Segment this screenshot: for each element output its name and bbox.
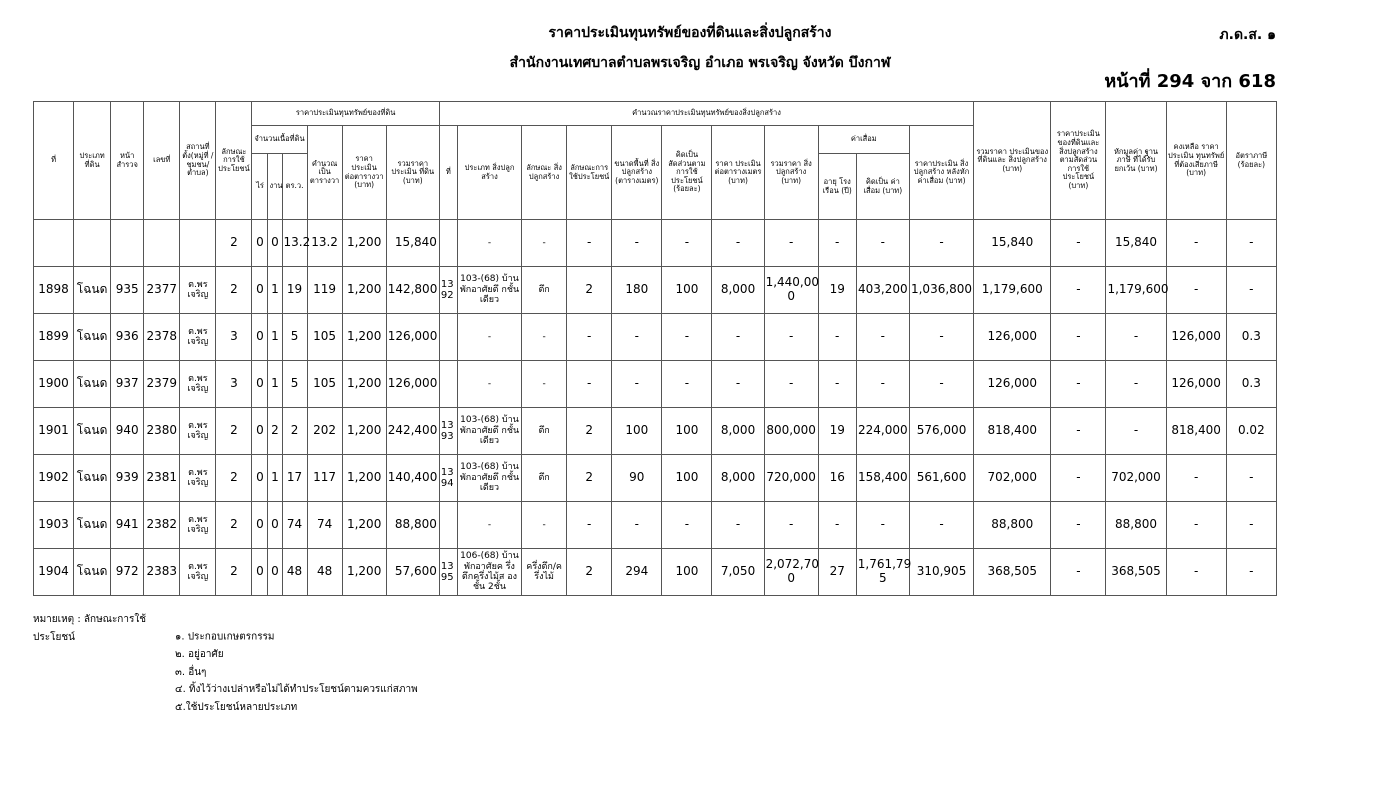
cell-rai: 0 — [252, 408, 268, 455]
cell-ngan: 1 — [268, 455, 282, 502]
cell-location: ต.พร เจริญ — [180, 408, 216, 455]
col-taxable: คงเหลือ ราคาประเมิน ทุนทรัพย์ ที่ต้องเสียภาษี (บาท) — [1166, 102, 1226, 220]
col-building-age: อายุ โรงเรือน (ปี) — [818, 154, 856, 220]
cell-grand-total: 818,400 — [974, 408, 1051, 455]
cell-b-age: - — [818, 314, 856, 361]
cell-taxable: 126,000 — [1166, 361, 1226, 408]
cell-b-dep: 403,200 — [856, 267, 909, 314]
table-row — [34, 267, 1277, 314]
cell-survey-page — [111, 220, 144, 267]
cell-land-type: โฉนด — [74, 267, 111, 314]
col-price-per-wa: ราคา ประเมิน ต่อตารางวา (บาท) — [342, 126, 386, 220]
cell-b-dep: 224,000 — [856, 408, 909, 455]
group-land-value: ราคาประเมินทุนทรัพย์ของที่ดิน — [252, 102, 439, 126]
cell-b-style: - — [522, 361, 567, 408]
cell-b-ratio: 100 — [662, 408, 712, 455]
col-survey-page: หน้า สำรวจ — [111, 102, 144, 220]
col-usage: ลักษณะ การใช้ ประโยชน์ — [216, 102, 252, 220]
notes-label: หมายเหตุ : ลักษณะการใช้ประโยชน์ — [33, 614, 147, 643]
cell-b-type: 106-(68) บ้านพักอาศัยค รึ่งตึกครึ่งไม้ส องชั้น 2ชั้น — [457, 549, 521, 596]
col-location: สถานที่ ตั้ง(หมู่ที่ /ชุมชน/ ตำบล) — [180, 102, 216, 220]
cell-wa: 19 — [282, 267, 307, 314]
cell-grand-total: 88,800 — [974, 502, 1051, 549]
cell-no — [34, 220, 74, 267]
cell-b-usage: 2 — [567, 455, 612, 502]
note-item: ๔. ทิ้งไว้ว่างเปล่าหรือไม่ได้ทำประโยชน์ตามควรแก่สภาพ — [175, 684, 418, 695]
table-row — [34, 502, 1277, 549]
cell-b-ratio: - — [662, 502, 712, 549]
cell-taxable: - — [1166, 220, 1226, 267]
cell-total-wa: 119 — [307, 267, 342, 314]
cell-b-style: - — [522, 314, 567, 361]
cell-usage: 3 — [216, 314, 252, 361]
cell-b-type: 103-(68) บ้านพักอาศัยตึ กชั้นเดียว — [457, 267, 521, 314]
cell-tax-rate: 0.02 — [1226, 408, 1276, 455]
col-wa: ตร.ว. — [282, 154, 307, 220]
cell-price-per-wa: 1,200 — [342, 502, 386, 549]
cell-total-wa: 202 — [307, 408, 342, 455]
cell-survey-page: 936 — [111, 314, 144, 361]
col-building-area: ขนาดพื้นที่ สิ่งปลูกสร้าง (ตารางเมตร) — [612, 126, 662, 220]
cell-b-type: - — [457, 361, 521, 408]
cell-b-no — [439, 361, 457, 408]
cell-total-wa: 48 — [307, 549, 342, 596]
cell-price-per-wa: 1,200 — [342, 408, 386, 455]
cell-taxable: - — [1166, 267, 1226, 314]
page-indicator: หน้าที่ 294 จาก 618 — [1104, 71, 1276, 92]
cell-b-ratio: 100 — [662, 455, 712, 502]
cell-ratio-value: - — [1051, 220, 1106, 267]
cell-land-total: 88,800 — [386, 502, 439, 549]
cell-wa: 5 — [282, 314, 307, 361]
cell-location: ต.พร เจริญ — [180, 502, 216, 549]
cell-b-ratio: - — [662, 314, 712, 361]
cell-number: 2379 — [144, 361, 180, 408]
cell-b-total: - — [764, 314, 818, 361]
cell-land-type: โฉนด — [74, 361, 111, 408]
cell-b-no: 13 94 — [439, 455, 457, 502]
table-row — [34, 549, 1277, 596]
cell-b-price-sqm: 8,000 — [712, 408, 764, 455]
cell-price-per-wa: 1,200 — [342, 267, 386, 314]
assessment-table — [33, 101, 1277, 596]
cell-number: 2377 — [144, 267, 180, 314]
note-item: ๒. อยู่อาศัย — [175, 649, 224, 660]
cell-b-area: 294 — [612, 549, 662, 596]
cell-b-area: - — [612, 314, 662, 361]
col-building-dep: คิดเป็น ค่าเสื่อม (บาท) — [856, 154, 909, 220]
cell-b-type: - — [457, 502, 521, 549]
cell-b-ratio: 100 — [662, 549, 712, 596]
cell-ratio-value: - — [1051, 408, 1106, 455]
cell-b-usage: 2 — [567, 267, 612, 314]
cell-rai: 0 — [252, 267, 268, 314]
cell-tax-rate: - — [1226, 549, 1276, 596]
cell-b-usage: 2 — [567, 549, 612, 596]
cell-b-type: - — [457, 220, 521, 267]
cell-usage: 2 — [216, 549, 252, 596]
note-item: ๕.ใช้ประโยชน์หลายประเภท — [175, 701, 298, 713]
cell-exempt: 88,800 — [1106, 502, 1166, 549]
cell-no: 1902 — [34, 455, 74, 502]
cell-grand-total: 126,000 — [974, 314, 1051, 361]
cell-b-dep: - — [856, 361, 909, 408]
cell-taxable: - — [1166, 455, 1226, 502]
cell-price-per-wa: 1,200 — [342, 314, 386, 361]
cell-exempt: - — [1106, 361, 1166, 408]
cell-b-usage: - — [567, 220, 612, 267]
col-ratio-value: ราคาประเมิน ของที่ดินและ สิ่งปลูกสร้าง ตามสัดส่วน การใช้ประโยชน์ (บาท) — [1051, 102, 1106, 220]
cell-usage: 2 — [216, 502, 252, 549]
cell-b-age: - — [818, 361, 856, 408]
col-building-total: รวมราคา สิ่งปลูกสร้าง (บาท) — [764, 126, 818, 220]
cell-ratio-value: - — [1051, 361, 1106, 408]
notes-section — [33, 611, 418, 716]
cell-survey-page: 939 — [111, 455, 144, 502]
cell-grand-total: 126,000 — [974, 361, 1051, 408]
cell-ratio-value: - — [1051, 314, 1106, 361]
cell-usage: 2 — [216, 408, 252, 455]
cell-b-style: ตึก — [522, 408, 567, 455]
cell-b-style: - — [522, 220, 567, 267]
cell-b-type: - — [457, 314, 521, 361]
cell-b-type: 103-(68) บ้านพักอาศัยตึ กชั้นเดียว — [457, 408, 521, 455]
document-title: ราคาประเมินทุนทรัพย์ของที่ดินและสิ่งปลูกสร้าง — [548, 25, 832, 41]
cell-b-ratio: 100 — [662, 267, 712, 314]
cell-price-per-wa: 1,200 — [342, 361, 386, 408]
col-grand-total: รวมราคา ประเมินของ ที่ดินและ สิ่งปลูกสร้าง (บาท) — [974, 102, 1051, 220]
cell-b-after-dep: 310,905 — [909, 549, 973, 596]
cell-b-after-dep: - — [909, 361, 973, 408]
cell-total-wa: 117 — [307, 455, 342, 502]
cell-exempt: 15,840 — [1106, 220, 1166, 267]
cell-b-price-sqm: - — [712, 220, 764, 267]
cell-land-total: 126,000 — [386, 361, 439, 408]
cell-ngan: 0 — [268, 220, 282, 267]
cell-land-type: โฉนด — [74, 549, 111, 596]
cell-b-dep: 1,761,79 5 — [856, 549, 909, 596]
cell-usage: 2 — [216, 220, 252, 267]
cell-tax-rate: - — [1226, 220, 1276, 267]
cell-b-area: 90 — [612, 455, 662, 502]
cell-location: ต.พร เจริญ — [180, 314, 216, 361]
col-no: ที่ — [34, 102, 74, 220]
cell-wa: 5 — [282, 361, 307, 408]
cell-number — [144, 220, 180, 267]
cell-b-age: 19 — [818, 267, 856, 314]
cell-taxable: - — [1166, 549, 1226, 596]
cell-taxable: 818,400 — [1166, 408, 1226, 455]
cell-land-total: 140,400 — [386, 455, 439, 502]
col-building-type: ประเภท สิ่งปลูกสร้าง — [457, 126, 521, 220]
col-building-usage: ลักษณะการ ใช้ประโยชน์ — [567, 126, 612, 220]
cell-land-type: โฉนด — [74, 455, 111, 502]
cell-exempt: - — [1106, 314, 1166, 361]
col-tax-rate: อัตราภาษี (ร้อยละ) — [1226, 102, 1276, 220]
cell-land-type: โฉนด — [74, 502, 111, 549]
cell-b-age: 27 — [818, 549, 856, 596]
table-row — [34, 455, 1277, 502]
cell-ngan: 0 — [268, 502, 282, 549]
cell-b-dep: - — [856, 314, 909, 361]
cell-total-wa: 105 — [307, 361, 342, 408]
cell-b-usage: - — [567, 361, 612, 408]
cell-rai: 0 — [252, 549, 268, 596]
cell-usage: 3 — [216, 361, 252, 408]
cell-land-type: โฉนด — [74, 314, 111, 361]
cell-total-wa: 105 — [307, 314, 342, 361]
cell-no: 1898 — [34, 267, 74, 314]
cell-ngan: 1 — [268, 361, 282, 408]
table-row — [34, 220, 1277, 267]
cell-b-price-sqm: 7,050 — [712, 549, 764, 596]
cell-b-style: ตึก — [522, 455, 567, 502]
cell-no: 1900 — [34, 361, 74, 408]
cell-ngan: 1 — [268, 267, 282, 314]
cell-land-total: 126,000 — [386, 314, 439, 361]
cell-b-price-sqm: - — [712, 502, 764, 549]
cell-rai: 0 — [252, 361, 268, 408]
cell-b-no — [439, 314, 457, 361]
cell-b-no: 13 92 — [439, 267, 457, 314]
cell-ratio-value: - — [1051, 502, 1106, 549]
cell-b-total: 800,000 — [764, 408, 818, 455]
cell-number: 2380 — [144, 408, 180, 455]
cell-b-total: - — [764, 220, 818, 267]
cell-usage: 2 — [216, 455, 252, 502]
cell-land-type: โฉนด — [74, 408, 111, 455]
col-building-ratio: คิดเป็น สัดส่วนตาม การใช้ ประโยชน์ (ร้อยละ) — [662, 126, 712, 220]
cell-land-type — [74, 220, 111, 267]
cell-b-no: 13 93 — [439, 408, 457, 455]
cell-usage: 2 — [216, 267, 252, 314]
cell-taxable: - — [1166, 502, 1226, 549]
cell-wa: 13.2 — [282, 220, 307, 267]
cell-land-total: 142,800 — [386, 267, 439, 314]
cell-b-style: ตึก — [522, 267, 567, 314]
cell-number: 2383 — [144, 549, 180, 596]
cell-b-style: ครึ่งตึก/ค รึ่งไม้ — [522, 549, 567, 596]
cell-b-age: - — [818, 502, 856, 549]
cell-rai: 0 — [252, 314, 268, 361]
cell-land-total: 15,840 — [386, 220, 439, 267]
cell-b-after-dep: 561,600 — [909, 455, 973, 502]
cell-b-ratio: - — [662, 361, 712, 408]
col-rai: ไร่ — [252, 154, 268, 220]
cell-location — [180, 220, 216, 267]
cell-b-area: - — [612, 220, 662, 267]
cell-location: ต.พร เจริญ — [180, 361, 216, 408]
cell-b-no — [439, 502, 457, 549]
cell-rai: 0 — [252, 455, 268, 502]
cell-tax-rate: - — [1226, 455, 1276, 502]
cell-b-after-dep: 576,000 — [909, 408, 973, 455]
cell-total-wa: 13.2 — [307, 220, 342, 267]
cell-wa: 17 — [282, 455, 307, 502]
cell-no: 1901 — [34, 408, 74, 455]
cell-survey-page: 935 — [111, 267, 144, 314]
cell-b-type: 103-(68) บ้านพักอาศัยตึ กชั้นเดียว — [457, 455, 521, 502]
cell-b-dep: - — [856, 220, 909, 267]
note-item: ๓. อื่นๆ — [175, 666, 207, 678]
table-row — [34, 314, 1277, 361]
cell-wa: 48 — [282, 549, 307, 596]
cell-ratio-value: - — [1051, 455, 1106, 502]
cell-grand-total: 1,179,600 — [974, 267, 1051, 314]
cell-number: 2378 — [144, 314, 180, 361]
table-header — [34, 102, 1277, 220]
cell-total-wa: 74 — [307, 502, 342, 549]
cell-exempt: 702,000 — [1106, 455, 1166, 502]
cell-b-usage: - — [567, 502, 612, 549]
cell-tax-rate: 0.3 — [1226, 314, 1276, 361]
cell-b-style: - — [522, 502, 567, 549]
col-building-price-sqm: ราคา ประเมิน ต่อตารางเมตร (บาท) — [712, 126, 764, 220]
table-body — [34, 220, 1277, 596]
cell-no: 1899 — [34, 314, 74, 361]
cell-b-price-sqm: 8,000 — [712, 267, 764, 314]
cell-price-per-wa: 1,200 — [342, 549, 386, 596]
cell-b-no: 13 95 — [439, 549, 457, 596]
col-building-no: ที่ — [439, 126, 457, 220]
cell-b-after-dep: - — [909, 220, 973, 267]
cell-b-price-sqm: - — [712, 314, 764, 361]
cell-b-total: 720,000 — [764, 455, 818, 502]
table-row — [34, 408, 1277, 455]
cell-tax-rate: - — [1226, 267, 1276, 314]
cell-b-total: 2,072,70 0 — [764, 549, 818, 596]
cell-grand-total: 15,840 — [974, 220, 1051, 267]
cell-location: ต.พร เจริญ — [180, 549, 216, 596]
note-item: ๑. ประกอบเกษตรกรรม — [175, 631, 275, 643]
cell-grand-total: 702,000 — [974, 455, 1051, 502]
cell-ratio-value: - — [1051, 267, 1106, 314]
cell-ngan: 1 — [268, 314, 282, 361]
cell-b-area: - — [612, 361, 662, 408]
cell-wa: 74 — [282, 502, 307, 549]
group-depreciation: ค่าเสื่อม — [818, 126, 909, 154]
cell-b-ratio: - — [662, 220, 712, 267]
cell-b-price-sqm: - — [712, 361, 764, 408]
cell-b-dep: 158,400 — [856, 455, 909, 502]
cell-b-usage: - — [567, 314, 612, 361]
cell-b-after-dep: - — [909, 314, 973, 361]
cell-no: 1903 — [34, 502, 74, 549]
cell-b-total: - — [764, 502, 818, 549]
cell-taxable: 126,000 — [1166, 314, 1226, 361]
cell-survey-page: 940 — [111, 408, 144, 455]
cell-tax-rate: - — [1226, 502, 1276, 549]
col-number: เลขที่ — [144, 102, 180, 220]
cell-exempt: - — [1106, 408, 1166, 455]
cell-exempt: 368,505 — [1106, 549, 1166, 596]
col-ngan: งาน — [268, 154, 282, 220]
col-exempt: หักมูลค่า ฐานภาษี ที่ได้รับ ยกเว้น (บาท) — [1106, 102, 1166, 220]
cell-rai: 0 — [252, 502, 268, 549]
cell-survey-page: 972 — [111, 549, 144, 596]
cell-price-per-wa: 1,200 — [342, 220, 386, 267]
group-building-value: คำนวณราคาประเมินทุนทรัพย์ของสิ่งปลูกสร้าง — [439, 102, 973, 126]
cell-grand-total: 368,505 — [974, 549, 1051, 596]
col-land-total: รวมราคา ประเมิน ที่ดิน (บาท) — [386, 126, 439, 220]
form-code: ภ.ด.ส. ๑ — [1219, 27, 1276, 43]
cell-ratio-value: - — [1051, 549, 1106, 596]
cell-b-total: - — [764, 361, 818, 408]
cell-b-area: - — [612, 502, 662, 549]
cell-exempt: 1,179,600 — [1106, 267, 1166, 314]
cell-b-age: 19 — [818, 408, 856, 455]
cell-number: 2381 — [144, 455, 180, 502]
cell-b-usage: 2 — [567, 408, 612, 455]
col-land-type: ประเภท ที่ดิน — [74, 102, 111, 220]
cell-ngan: 2 — [268, 408, 282, 455]
col-building-after-dep: ราคาประเมิน สิ่งปลูกสร้าง หลังหัก ค่าเสื่อม (บาท) — [909, 126, 973, 220]
cell-b-area: 100 — [612, 408, 662, 455]
cell-no: 1904 — [34, 549, 74, 596]
cell-b-no — [439, 220, 457, 267]
cell-number: 2382 — [144, 502, 180, 549]
cell-b-after-dep: 1,036,800 — [909, 267, 973, 314]
cell-b-dep: - — [856, 502, 909, 549]
table-row — [34, 361, 1277, 408]
cell-rai: 0 — [252, 220, 268, 267]
col-building-style: ลักษณะ สิ่งปลูกสร้าง — [522, 126, 567, 220]
cell-b-area: 180 — [612, 267, 662, 314]
cell-b-total: 1,440,00 0 — [764, 267, 818, 314]
cell-survey-page: 941 — [111, 502, 144, 549]
cell-survey-page: 937 — [111, 361, 144, 408]
cell-price-per-wa: 1,200 — [342, 455, 386, 502]
cell-b-age: - — [818, 220, 856, 267]
document-subtitle: สำนักงานเทศบาลตำบลพรเจริญ อำเภอ พรเจริญ จังหวัด บึงกาฬ — [509, 55, 891, 71]
cell-tax-rate: 0.3 — [1226, 361, 1276, 408]
cell-ngan: 0 — [268, 549, 282, 596]
cell-b-age: 16 — [818, 455, 856, 502]
cell-wa: 2 — [282, 408, 307, 455]
cell-location: ต.พร เจริญ — [180, 455, 216, 502]
cell-b-after-dep: - — [909, 502, 973, 549]
cell-land-total: 57,600 — [386, 549, 439, 596]
cell-b-price-sqm: 8,000 — [712, 455, 764, 502]
cell-location: ต.พร เจริญ — [180, 267, 216, 314]
col-total-wa: คำนวณ เป็น ตารางวา — [307, 126, 342, 220]
cell-land-total: 242,400 — [386, 408, 439, 455]
group-land-area: จำนวนเนื้อที่ดิน — [252, 126, 307, 154]
